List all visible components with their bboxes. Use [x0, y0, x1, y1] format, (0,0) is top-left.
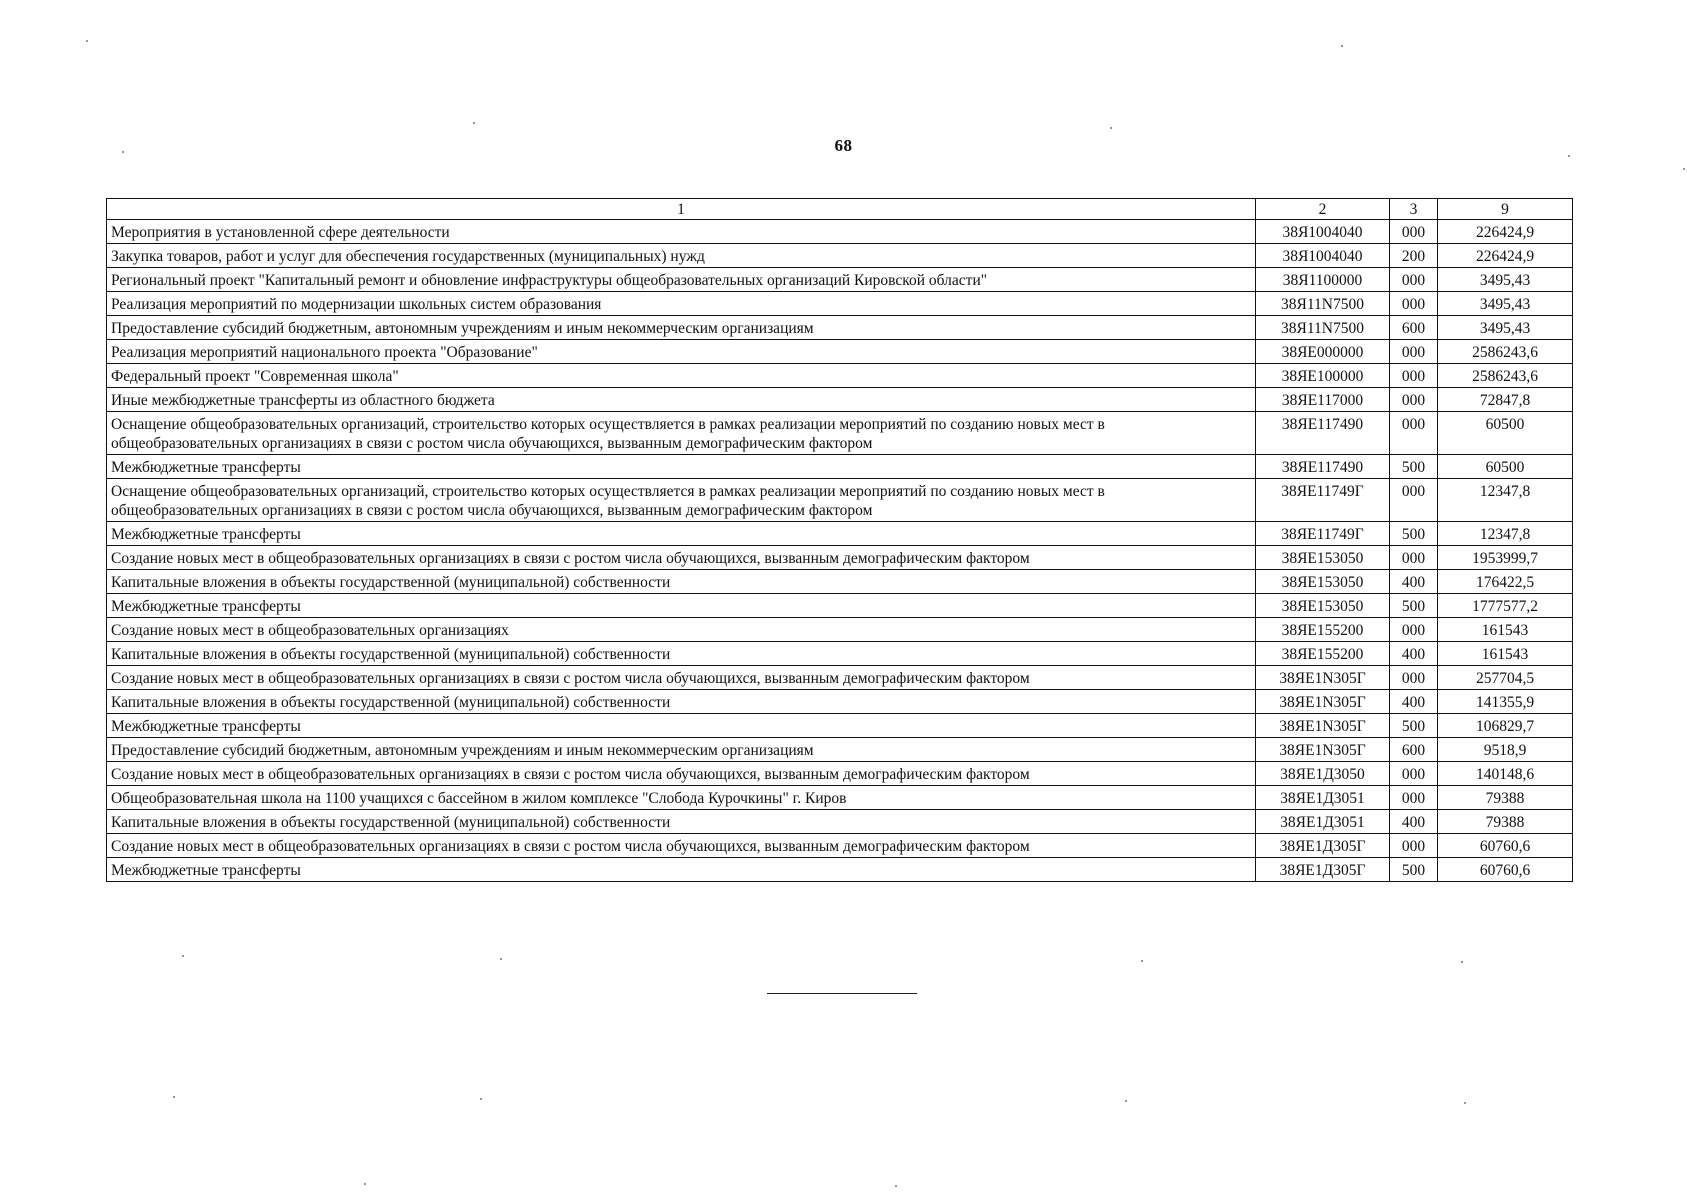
row-sum: 2586243,6	[1438, 364, 1573, 388]
row-type: 500	[1390, 594, 1438, 618]
scan-speck	[480, 1098, 482, 1100]
row-code: 38ЯЕ1N305Г	[1256, 714, 1390, 738]
row-name: Предоставление субсидий бюджетным, автономным учреждениям и иным некоммерческим организациям	[107, 738, 1256, 762]
row-name: Межбюджетные трансферты	[107, 858, 1256, 882]
row-sum: 226424,9	[1438, 220, 1573, 244]
row-type: 500	[1390, 522, 1438, 546]
row-code: 38ЯЕ1N305Г	[1256, 690, 1390, 714]
row-code: 38ЯЕ153050	[1256, 546, 1390, 570]
scan-speck	[182, 955, 184, 957]
row-type: 000	[1390, 479, 1438, 522]
row-type: 000	[1390, 364, 1438, 388]
scan-speck	[173, 1096, 175, 1098]
row-type: 400	[1390, 690, 1438, 714]
table-row	[107, 858, 1573, 882]
table-row	[107, 364, 1573, 388]
scan-speck	[500, 958, 502, 960]
row-code: 38ЯЕ100000	[1256, 364, 1390, 388]
scan-speck	[1110, 127, 1112, 129]
scan-speck	[364, 1183, 366, 1185]
row-code: 38ЯЕ1Д305Г	[1256, 858, 1390, 882]
table-row	[107, 714, 1573, 738]
row-sum: 176422,5	[1438, 570, 1573, 594]
row-type: 000	[1390, 412, 1438, 455]
row-code: 38ЯЕ1Д3051	[1256, 810, 1390, 834]
row-name: Капитальные вложения в объекты государственной (муниципальной) собственности	[107, 570, 1256, 594]
row-sum: 60760,6	[1438, 834, 1573, 858]
row-sum: 79388	[1438, 786, 1573, 810]
row-name: Создание новых мест в общеобразовательных организациях в связи с ростом числа обучающихся, вызванным демографическим фактором	[107, 546, 1256, 570]
row-code: 38ЯЕ117490	[1256, 412, 1390, 455]
row-type: 000	[1390, 340, 1438, 364]
row-type: 400	[1390, 642, 1438, 666]
row-name: Закупка товаров, работ и услуг для обеспечения государственных (муниципальных) нужд	[107, 244, 1256, 268]
row-sum: 60500	[1438, 455, 1573, 479]
row-type: 000	[1390, 762, 1438, 786]
row-name: Реализация мероприятий национального проекта "Образование"	[107, 340, 1256, 364]
row-code: 38ЯЕ117490	[1256, 455, 1390, 479]
table-row	[107, 388, 1573, 412]
row-sum: 60760,6	[1438, 858, 1573, 882]
row-sum: 60500	[1438, 412, 1573, 455]
row-name: Оснащение общеобразовательных организаций, строительство которых осуществляется в рамках реализации мероприятий по созданию новых мест в общеобразовательных организациях в связи с ростом числа обучающихся, вызванным демографическим фактором	[107, 479, 1256, 522]
scan-speck	[1464, 1102, 1466, 1104]
row-sum: 12347,8	[1438, 479, 1573, 522]
header-name: 1	[107, 199, 1256, 220]
row-name: Межбюджетные трансферты	[107, 714, 1256, 738]
row-code: 38ЯЕ153050	[1256, 594, 1390, 618]
table-row	[107, 690, 1573, 714]
row-type: 000	[1390, 546, 1438, 570]
table-row	[107, 412, 1573, 455]
row-type: 500	[1390, 455, 1438, 479]
scan-speck	[86, 40, 88, 42]
row-type: 000	[1390, 834, 1438, 858]
row-sum: 3495,43	[1438, 268, 1573, 292]
row-type: 000	[1390, 618, 1438, 642]
row-code: 38ЯЕ155200	[1256, 642, 1390, 666]
header-code: 2	[1256, 199, 1390, 220]
row-code: 38ЯЕ1Д305Г	[1256, 834, 1390, 858]
row-type: 000	[1390, 220, 1438, 244]
table-row	[107, 340, 1573, 364]
scan-speck	[895, 1185, 897, 1187]
row-code: 38ЯЕ155200	[1256, 618, 1390, 642]
header-type: 3	[1390, 199, 1438, 220]
scan-speck	[1461, 961, 1463, 963]
row-code: 38Я1100000	[1256, 268, 1390, 292]
row-sum: 140148,6	[1438, 762, 1573, 786]
row-name: Федеральный проект "Современная школа"	[107, 364, 1256, 388]
row-sum: 226424,9	[1438, 244, 1573, 268]
row-type: 400	[1390, 570, 1438, 594]
table-row	[107, 220, 1573, 244]
scan-speck	[473, 122, 475, 124]
header-sum: 9	[1438, 199, 1573, 220]
row-sum: 12347,8	[1438, 522, 1573, 546]
row-code: 38ЯЕ153050	[1256, 570, 1390, 594]
row-name: Иные межбюджетные трансферты из областного бюджета	[107, 388, 1256, 412]
row-type: 000	[1390, 786, 1438, 810]
table-row	[107, 546, 1573, 570]
row-sum: 72847,8	[1438, 388, 1573, 412]
budget-table	[106, 198, 1573, 882]
row-sum: 9518,9	[1438, 738, 1573, 762]
row-name: Мероприятия в установленной сфере деятельности	[107, 220, 1256, 244]
table-row	[107, 522, 1573, 546]
row-sum: 141355,9	[1438, 690, 1573, 714]
row-name: Общеобразовательная школа на 1100 учащихся с бассейном в жилом комплексе "Слобода Курочкины" г. Киров	[107, 786, 1256, 810]
row-name: Реализация мероприятий по модернизации школьных систем образования	[107, 292, 1256, 316]
table-row	[107, 570, 1573, 594]
table-row	[107, 594, 1573, 618]
table-row	[107, 618, 1573, 642]
scan-speck	[1683, 168, 1685, 170]
row-name: Создание новых мест в общеобразовательных организациях в связи с ростом числа обучающихся, вызванным демографическим фактором	[107, 666, 1256, 690]
row-code: 38ЯЕ1Д3050	[1256, 762, 1390, 786]
row-code: 38ЯЕ1Д3051	[1256, 786, 1390, 810]
row-type: 600	[1390, 316, 1438, 340]
row-name: Оснащение общеобразовательных организаций, строительство которых осуществляется в рамках реализации мероприятий по созданию новых мест в общеобразовательных организациях в связи с ростом числа обучающихся, вызванным демографическим фактором	[107, 412, 1256, 455]
table-row	[107, 642, 1573, 666]
row-name: Капитальные вложения в объекты государственной (муниципальной) собственности	[107, 642, 1256, 666]
row-sum: 161543	[1438, 618, 1573, 642]
row-type: 000	[1390, 268, 1438, 292]
row-name: Капитальные вложения в объекты государственной (муниципальной) собственности	[107, 810, 1256, 834]
row-code: 38ЯЕ11749Г	[1256, 522, 1390, 546]
row-name: Межбюджетные трансферты	[107, 594, 1256, 618]
row-code: 38Я1004040	[1256, 244, 1390, 268]
table-row	[107, 786, 1573, 810]
row-type: 600	[1390, 738, 1438, 762]
row-code: 38Я11N7500	[1256, 316, 1390, 340]
row-name: Региональный проект "Капитальный ремонт и обновление инфраструктуры общеобразовательных организаций Кировской области"	[107, 268, 1256, 292]
header-row	[107, 199, 1573, 220]
page-number: 68	[834, 136, 853, 155]
row-code: 38Я1004040	[1256, 220, 1390, 244]
table-row	[107, 479, 1573, 522]
row-sum: 1953999,7	[1438, 546, 1573, 570]
row-code: 38ЯЕ11749Г	[1256, 479, 1390, 522]
row-name: Предоставление субсидий бюджетным, автономным учреждениям и иным некоммерческим организациям	[107, 316, 1256, 340]
scan-speck	[1568, 155, 1570, 157]
row-type: 000	[1390, 666, 1438, 690]
row-code: 38ЯЕ000000	[1256, 340, 1390, 364]
row-sum: 257704,5	[1438, 666, 1573, 690]
row-sum: 161543	[1438, 642, 1573, 666]
row-code: 38ЯЕ1N305Г	[1256, 666, 1390, 690]
row-sum: 3495,43	[1438, 292, 1573, 316]
row-sum: 2586243,6	[1438, 340, 1573, 364]
table-row	[107, 316, 1573, 340]
row-name: Капитальные вложения в объекты государственной (муниципальной) собственности	[107, 690, 1256, 714]
row-type: 200	[1390, 244, 1438, 268]
table-row	[107, 455, 1573, 479]
table-row	[107, 762, 1573, 786]
row-name: Создание новых мест в общеобразовательных организациях	[107, 618, 1256, 642]
table-row	[107, 666, 1573, 690]
table-row	[107, 810, 1573, 834]
row-type: 000	[1390, 292, 1438, 316]
table-body	[107, 220, 1573, 882]
row-type: 500	[1390, 714, 1438, 738]
row-type: 500	[1390, 858, 1438, 882]
row-sum: 3495,43	[1438, 316, 1573, 340]
table-row	[107, 834, 1573, 858]
row-sum: 106829,7	[1438, 714, 1573, 738]
footer-divider	[767, 993, 917, 994]
row-sum: 1777577,2	[1438, 594, 1573, 618]
scan-speck	[1141, 960, 1143, 962]
row-sum: 79388	[1438, 810, 1573, 834]
table-row	[107, 244, 1573, 268]
table-row	[107, 292, 1573, 316]
row-name: Создание новых мест в общеобразовательных организациях в связи с ростом числа обучающихся, вызванным демографическим фактором	[107, 762, 1256, 786]
table-row	[107, 738, 1573, 762]
row-code: 38ЯЕ117000	[1256, 388, 1390, 412]
scan-speck	[1125, 1100, 1127, 1102]
row-type: 000	[1390, 388, 1438, 412]
scan-speck	[1341, 45, 1343, 47]
table-row	[107, 268, 1573, 292]
row-type: 400	[1390, 810, 1438, 834]
row-code: 38Я11N7500	[1256, 292, 1390, 316]
row-name: Межбюджетные трансферты	[107, 522, 1256, 546]
row-name: Создание новых мест в общеобразовательных организациях в связи с ростом числа обучающихся, вызванным демографическим фактором	[107, 834, 1256, 858]
row-code: 38ЯЕ1N305Г	[1256, 738, 1390, 762]
row-name: Межбюджетные трансферты	[107, 455, 1256, 479]
scan-speck	[122, 151, 124, 153]
